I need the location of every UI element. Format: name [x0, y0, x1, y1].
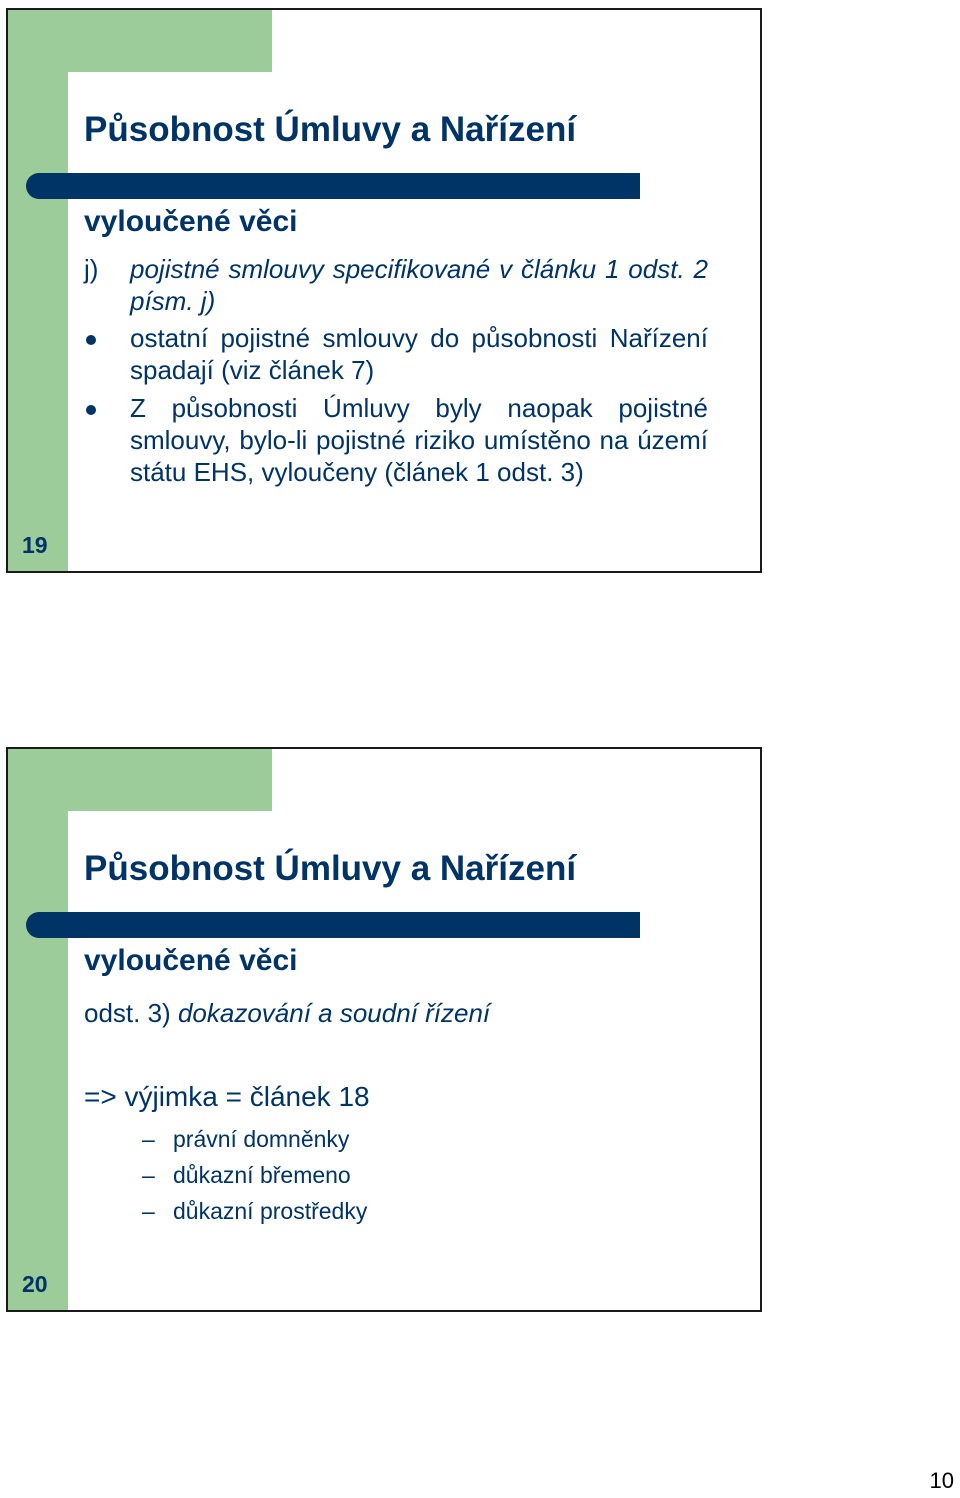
item-prefix: j) — [84, 254, 99, 284]
dash-item — [142, 1121, 367, 1157]
bullet-item — [84, 322, 708, 386]
dash-text: důkazní břemeno — [173, 1162, 351, 1188]
bullet-list — [84, 322, 708, 494]
bullet-dot-icon — [86, 405, 96, 415]
paragraph-prefix: odst. 3) — [84, 998, 178, 1028]
title-underline-bar — [26, 912, 640, 938]
page-number: 10 — [929, 1468, 954, 1493]
title-underline-bar — [26, 173, 640, 199]
slide-19 — [6, 8, 762, 573]
bullet-text: ostatní pojistné smlouvy do působnosti Nařízení spadají (viz článek 7) — [130, 323, 708, 385]
dash-list — [142, 1121, 367, 1229]
paragraph-italic: dokazování a soudní řízení — [177, 998, 491, 1028]
slide-subtitle: vyloučené věci — [84, 944, 298, 977]
dash-item — [142, 1157, 367, 1193]
bullet-text: Z působnosti Úmluvy byly naopak pojistné smlouvy, bylo-li pojistné riziko umístěno na území státu EHS, vyloučeny (článek 1 odst. 3) — [130, 393, 708, 487]
bullet-dot-icon — [86, 335, 96, 345]
slide-decoration-top — [8, 10, 272, 72]
bullet-item — [84, 392, 708, 488]
slide-number: 19 — [22, 532, 48, 558]
slide-title: Působnost Úmluvy a Nařízení — [84, 110, 577, 149]
dash-icon: – — [142, 1126, 155, 1152]
slide-title: Působnost Úmluvy a Nařízení — [84, 849, 577, 888]
dash-text: důkazní prostředky — [173, 1198, 368, 1224]
paragraph-odst3 — [84, 997, 490, 1029]
dash-icon: – — [142, 1162, 155, 1188]
dash-icon: – — [142, 1198, 155, 1224]
slide-number: 20 — [22, 1271, 48, 1297]
list-item-j — [84, 253, 708, 317]
slide-decoration-left — [8, 10, 68, 571]
slide-decoration-top — [8, 749, 272, 811]
slide-subtitle: vyloučené věci — [84, 205, 298, 238]
item-text: pojistné smlouvy specifikované v článku 1 odst. 2 písm. j) — [130, 254, 708, 316]
slide-20 — [6, 747, 762, 1312]
dash-item — [142, 1193, 367, 1229]
slide-decoration-left — [8, 749, 68, 1310]
paragraph-exception: => výjimka = článek 18 — [84, 1081, 370, 1112]
dash-text: právní domněnky — [173, 1126, 350, 1152]
